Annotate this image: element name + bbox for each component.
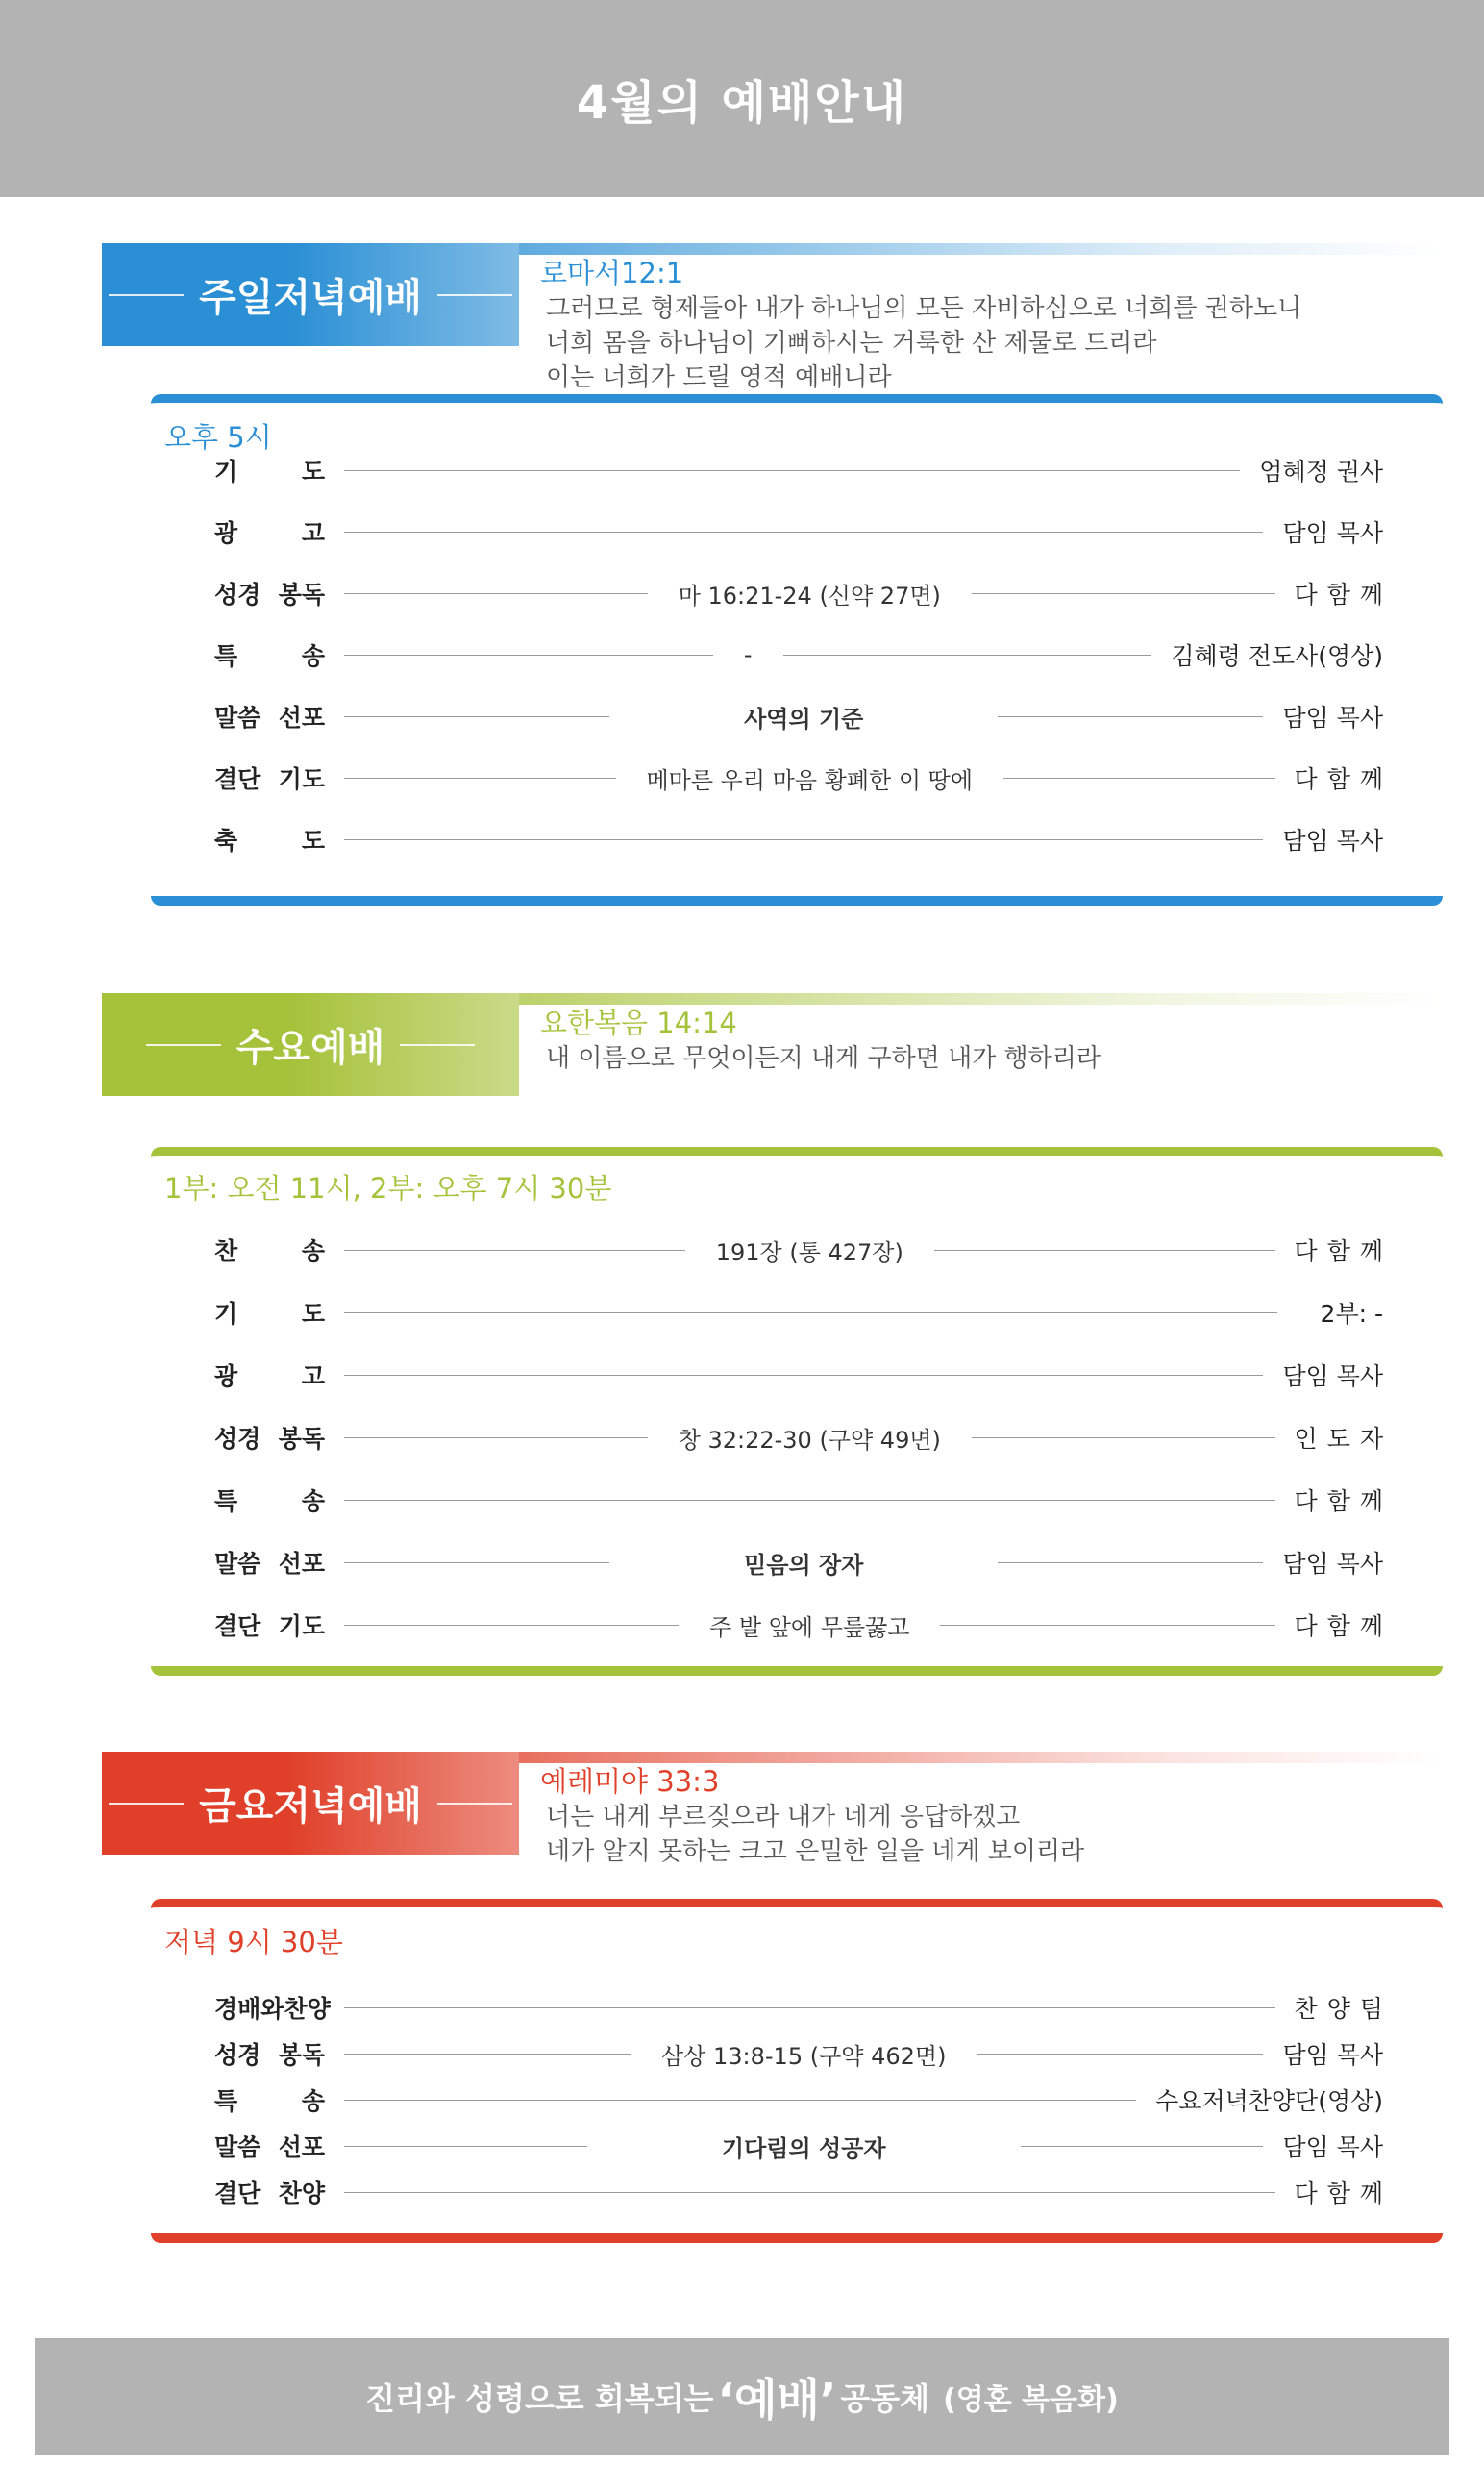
order-leader-line <box>325 1421 1295 1455</box>
service-order-card <box>151 394 1443 906</box>
order-label: 기 도 <box>214 1300 325 1328</box>
order-leader-line <box>325 2130 1282 2163</box>
order-label: 성경 봉독 <box>214 581 325 609</box>
scripture-line: 너희 몸을 하나님이 기뻐하시는 거룩한 산 제물로 드리라 <box>546 329 1157 358</box>
order-content: 삼상 13:8-15 (구약 462면) <box>661 2042 947 2070</box>
order-label: 찬 송 <box>214 1237 325 1265</box>
section-title-badge <box>102 243 519 346</box>
order-person: 다함께 <box>1294 1612 1393 1640</box>
order-leader-line <box>325 839 1282 840</box>
order-person: 담임 목사 <box>1282 1362 1383 1390</box>
order-person: 인도자 <box>1294 1425 1393 1453</box>
order-label: 경배와찬양 <box>214 1995 331 2023</box>
order-label: 특 송 <box>214 1487 325 1515</box>
order-person: 담임 목사 <box>1282 827 1383 855</box>
header-gradient-bar <box>519 993 1442 1005</box>
order-leader-line <box>325 761 1295 795</box>
order-person: 다함께 <box>1294 1487 1393 1515</box>
order-leader-line <box>325 2007 1295 2008</box>
order-content: 기다림의 성공자 <box>721 2134 886 2162</box>
service-order-row <box>214 820 1383 859</box>
footer-text: 공동체 <box>840 2380 930 2417</box>
order-person: 다함께 <box>1294 1237 1393 1265</box>
order-leader-line <box>325 532 1282 533</box>
order-content: 창 32:22-30 (구약 49면) <box>678 1426 941 1454</box>
footer-emphasis: ‘예배’ <box>717 2374 837 2426</box>
service-order-row <box>214 1481 1393 1519</box>
order-leader-line <box>325 1500 1295 1501</box>
order-leader-line <box>325 2037 1282 2071</box>
service-order-row <box>214 512 1383 551</box>
order-label: 특 송 <box>214 642 325 670</box>
order-label: 결단 찬양 <box>214 2180 325 2207</box>
scripture-reference: 로마서12:1 <box>540 257 684 289</box>
service-order-row <box>214 2127 1383 2165</box>
footer-text: 진리와 성령으로 회복되는 <box>365 2380 714 2417</box>
service-order-row <box>214 1293 1383 1332</box>
order-person: 다함께 <box>1294 2180 1393 2207</box>
order-leader-line <box>325 1312 1297 1313</box>
scripture-block <box>540 1005 1463 1076</box>
order-leader-line <box>325 1233 1295 1267</box>
section-title-badge <box>102 993 519 1096</box>
order-leader-line <box>325 2100 1155 2101</box>
order-label: 기 도 <box>214 458 325 486</box>
order-leader-line <box>325 1546 1282 1580</box>
scripture-reference: 요한복음 14:14 <box>540 1007 737 1039</box>
order-person: 다함께 <box>1294 765 1393 793</box>
order-leader-line <box>325 577 1295 610</box>
order-content: 믿음의 장자 <box>744 1551 864 1579</box>
service-order-row <box>214 1543 1383 1582</box>
order-person: 엄혜정 권사 <box>1259 458 1383 486</box>
order-person: 담임 목사 <box>1282 2041 1383 2069</box>
service-order-row <box>214 2080 1383 2119</box>
order-person: 담임 목사 <box>1282 519 1383 547</box>
order-label: 결단 기도 <box>214 765 325 793</box>
footer-subtext: (영혼 복음화) <box>943 2383 1119 2417</box>
order-content: 주 발 앞에 무릎꿇고 <box>709 1613 910 1641</box>
scripture-line: 이는 너희가 드릴 영적 예배니라 <box>546 363 892 392</box>
order-leader-line <box>325 2192 1295 2193</box>
section-title: 금요저녁예배 <box>199 1784 422 1829</box>
service-order-row <box>214 1231 1393 1269</box>
order-label: 축 도 <box>214 827 325 855</box>
order-person: 김혜령 전도사(영상) <box>1171 642 1383 670</box>
order-leader-line <box>325 1375 1282 1376</box>
service-order-row <box>214 1418 1393 1457</box>
order-label: 광 고 <box>214 519 325 547</box>
order-person: 찬양팀 <box>1294 1995 1393 2023</box>
top-banner <box>0 0 1484 197</box>
page-title: 4월의 예배안내 <box>576 76 908 130</box>
order-person: 담임 목사 <box>1282 2133 1383 2161</box>
service-order-card <box>151 1147 1443 1676</box>
order-label: 말씀 선포 <box>214 2133 325 2161</box>
service-time: 저녁 9시 30분 <box>164 1926 343 1958</box>
order-label: 성경 봉독 <box>214 1425 325 1453</box>
order-content: 마 16:21-24 (신약 27면) <box>678 582 941 610</box>
header-gradient-bar <box>519 243 1442 255</box>
scripture-block <box>540 255 1463 395</box>
scripture-line: 내 이름으로 무엇이든지 내게 구하면 내가 행하리라 <box>546 1044 1101 1073</box>
order-content: - <box>743 641 753 668</box>
order-person: 2부: - <box>1320 1300 1383 1328</box>
service-order-row <box>214 2034 1383 2073</box>
service-order-row <box>214 2173 1393 2211</box>
order-label: 특 송 <box>214 2087 325 2115</box>
order-content: 191장 (통 427장) <box>715 1238 903 1266</box>
service-order-row <box>214 1988 1393 2027</box>
section-title-badge <box>102 1752 519 1855</box>
order-leader-line <box>325 470 1259 471</box>
service-order-row <box>214 574 1393 612</box>
section-title: 수요예배 <box>235 1026 385 1070</box>
order-label: 성경 봉독 <box>214 2041 325 2069</box>
service-order-card <box>151 1899 1443 2243</box>
header-gradient-bar <box>519 1752 1442 1763</box>
scripture-block <box>540 1763 1463 1869</box>
order-content: 사역의 기준 <box>744 705 864 733</box>
order-person: 다함께 <box>1294 581 1393 609</box>
scripture-line: 그러므로 형제들아 내가 하나님의 모든 자비하심으로 너희를 권하노니 <box>546 294 1302 323</box>
service-time: 1부: 오전 11시, 2부: 오후 7시 30분 <box>164 1172 612 1205</box>
order-person: 수요저녁찬양단(영상) <box>1155 2087 1383 2115</box>
service-order-row <box>214 635 1383 674</box>
service-order-row <box>214 1356 1383 1394</box>
service-order-row <box>214 1606 1393 1644</box>
scripture-line: 너는 내게 부르짖으라 내가 네게 응답하겠고 <box>546 1803 1021 1831</box>
order-label: 결단 기도 <box>214 1612 325 1640</box>
order-leader-line <box>325 641 1171 668</box>
order-label: 광 고 <box>214 1362 325 1390</box>
order-person: 담임 목사 <box>1282 1550 1383 1578</box>
order-label: 말씀 선포 <box>214 1550 325 1578</box>
footer-banner <box>35 2338 1449 2455</box>
order-content: 메마른 우리 마음 황폐한 이 땅에 <box>646 766 974 794</box>
section-title: 주일저녁예배 <box>199 276 422 320</box>
order-leader-line <box>325 1608 1295 1642</box>
service-order-row <box>214 697 1383 735</box>
order-leader-line <box>325 700 1282 734</box>
order-label: 말씀 선포 <box>214 704 325 732</box>
scripture-line: 네가 알지 못하는 크고 은밀한 일을 네게 보이리라 <box>546 1837 1085 1866</box>
service-order-row <box>214 451 1383 489</box>
service-time: 오후 5시 <box>164 421 272 454</box>
order-person: 담임 목사 <box>1282 704 1383 732</box>
service-order-row <box>214 759 1393 797</box>
scripture-reference: 예레미야 33:3 <box>540 1765 720 1798</box>
